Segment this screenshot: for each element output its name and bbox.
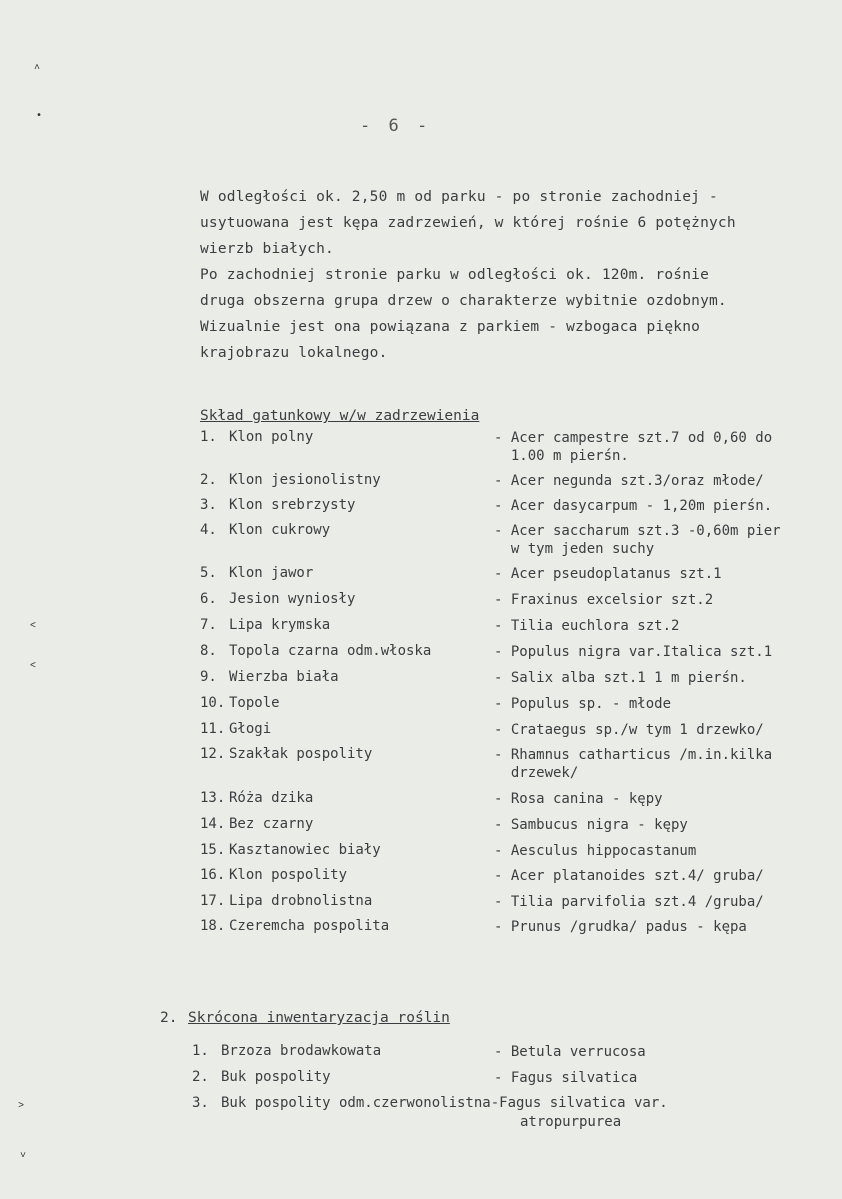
intro-line: wierzb białych. <box>200 241 334 257</box>
species-polish-name: Kasztanowiec biały <box>229 842 381 858</box>
species-polish-name: Wierzba biała <box>229 669 339 685</box>
species-latin-name: - Fraxinus excelsior szt.2 <box>494 592 714 608</box>
species-number: 11. <box>200 721 226 737</box>
species-number: 17. <box>200 893 226 909</box>
inventory-polish-name: Brzoza brodawkowata <box>221 1043 382 1059</box>
species-polish-name: Klon cukrowy <box>229 522 331 538</box>
species-polish-name: Głogi <box>229 721 272 737</box>
margin-mark: ˄ <box>34 62 41 73</box>
species-latin-name: - Populus nigra var.Italica szt.1 <box>494 644 773 660</box>
section2-number: 2. <box>160 1010 178 1026</box>
margin-mark: ˅ <box>20 1150 27 1161</box>
species-latin-name: - Tilia euchlora szt.2 <box>494 618 680 634</box>
species-number: 7. <box>200 617 217 633</box>
species-polish-name: Jesion wyniosły <box>229 591 356 607</box>
species-polish-name: Klon jawor <box>229 565 314 581</box>
species-number: 14. <box>200 816 226 832</box>
species-number: 13. <box>200 790 226 806</box>
intro-line: Po zachodniej stronie parku w odległości ok. 120m. rośnie <box>200 267 709 283</box>
species-number: 4. <box>200 522 217 538</box>
species-number: 8. <box>200 643 217 659</box>
species-polish-name: Szakłak pospolity <box>229 746 373 762</box>
species-polish-name: Lipa drobnolistna <box>229 893 373 909</box>
section2-heading: Skrócona inwentaryzacja roślin <box>188 1010 450 1026</box>
intro-line: Wizualnie jest ona powiązana z parkiem - wzbogaca piękno <box>200 319 701 335</box>
species-latin-name: - Populus sp. - młode <box>494 696 672 712</box>
intro-line: usytuowana jest kępa zadrzewień, w której rośnie 6 potężnych <box>200 215 736 231</box>
margin-mark: ˂ <box>30 620 37 631</box>
species-number: 16. <box>200 867 226 883</box>
inventory-latin-name: - Fagus silvatica <box>494 1070 638 1086</box>
inventory-latin-name: - Betula verrucosa <box>494 1044 646 1060</box>
margin-mark: ˂ <box>30 660 37 671</box>
section1-heading: Skład gatunkowy w/w zadrzewienia <box>200 408 480 424</box>
margin-mark: ˃ <box>18 1100 25 1111</box>
species-latin-name: - Salix alba szt.1 1 m pierśn. <box>494 670 747 686</box>
intro-line: W odległości ok. 2,50 m od parku - po stronie zachodniej - <box>200 189 718 205</box>
species-polish-name: Klon srebrzysty <box>229 497 356 513</box>
species-polish-name: Topola czarna odm.włoska <box>229 643 432 659</box>
intro-line: krajobrazu lokalnego. <box>200 345 388 361</box>
species-number: 10. <box>200 695 226 711</box>
inventory-number: 3. <box>192 1095 209 1111</box>
species-polish-name: Lipa krymska <box>229 617 331 633</box>
species-number: 1. <box>200 429 217 445</box>
intro-line: druga obszerna grupa drzew o charakterze wybitnie ozdobnym. <box>200 293 727 309</box>
inventory-latin-name: atropurpurea <box>520 1114 622 1130</box>
species-latin-name: - Aesculus hippocastanum <box>494 843 697 859</box>
species-polish-name: Klon jesionolistny <box>229 472 381 488</box>
species-number: 2. <box>200 472 217 488</box>
species-number: 15. <box>200 842 226 858</box>
species-number: 3. <box>200 497 217 513</box>
inventory-polish-name: Buk pospolity odm.czerwonolistna-Fagus silvatica var. <box>221 1095 668 1111</box>
inventory-number: 2. <box>192 1069 209 1085</box>
species-latin-name: - Rosa canina - kępy <box>494 791 663 807</box>
species-number: 5. <box>200 565 217 581</box>
species-latin-name: - Sambucus nigra - kępy <box>494 817 688 833</box>
species-polish-name: Róża dzika <box>229 790 314 806</box>
inventory-polish-name: Buk pospolity <box>221 1069 331 1085</box>
species-number: 9. <box>200 669 217 685</box>
species-latin-name: - Acer negunda szt.3/oraz młode/ <box>494 473 764 489</box>
species-polish-name: Klon pospolity <box>229 867 348 883</box>
species-number: 18. <box>200 918 226 934</box>
species-polish-name: Klon polny <box>229 429 314 445</box>
species-latin-name: - Rhamnus catharticus /m.in.kilka drzewek/ <box>494 747 773 781</box>
species-latin-name: - Acer platanoides szt.4/ gruba/ <box>494 868 764 884</box>
species-latin-name: - Crataegus sp./w tym 1 drzewko/ <box>494 722 764 738</box>
species-latin-name: - Acer dasycarpum - 1,20m pierśn. <box>494 498 773 514</box>
page-number: - 6 - <box>360 116 432 136</box>
species-latin-name: - Prunus /grudka/ padus - kępa <box>494 919 747 935</box>
species-number: 12. <box>200 746 226 762</box>
species-latin-name: - Acer campestre szt.7 od 0,60 do 1.00 m pierśn. <box>494 430 773 464</box>
species-latin-name: - Acer saccharum szt.3 -0,60m pier w tym jeden suchy <box>494 523 781 557</box>
margin-mark: • <box>36 110 43 121</box>
species-number: 6. <box>200 591 217 607</box>
species-polish-name: Czeremcha pospolita <box>229 918 390 934</box>
species-polish-name: Bez czarny <box>229 816 314 832</box>
species-latin-name: - Acer pseudoplatanus szt.1 <box>494 566 722 582</box>
inventory-number: 1. <box>192 1043 209 1059</box>
species-polish-name: Topole <box>229 695 280 711</box>
species-latin-name: - Tilia parvifolia szt.4 /gruba/ <box>494 894 764 910</box>
